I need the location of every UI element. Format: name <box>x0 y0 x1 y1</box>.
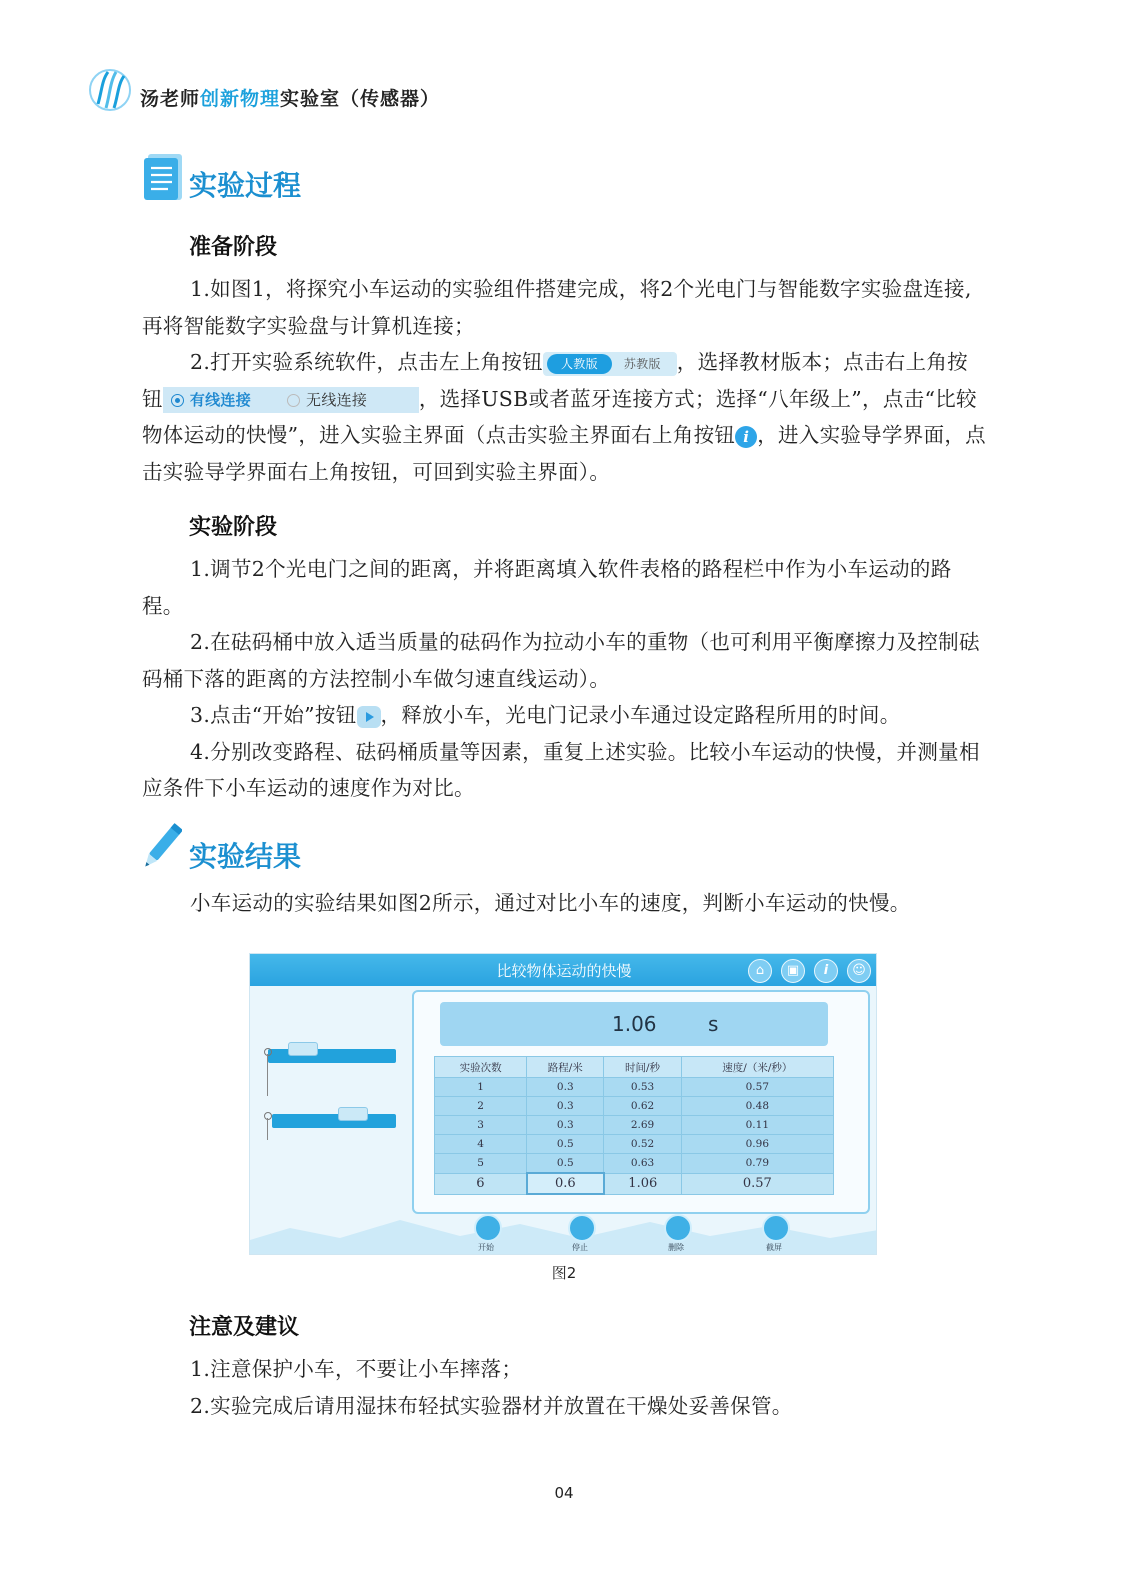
radio-unchecked-icon <box>287 394 300 407</box>
edition-sujiao-button[interactable]: 苏教版 <box>623 356 661 371</box>
col-header-speed: 速度/（米/秒） <box>681 1057 833 1078</box>
exp-step-1: 1.调节2个光电门之间的距离，并将距离填入软件表格的路程栏中作为小车运动的路程。 <box>142 557 952 618</box>
track-lower <box>272 1114 396 1128</box>
exp-step-3-text-b: ，释放小车，光电门记录小车通过设定路程所用的时间。 <box>380 703 901 727</box>
wireless-connection-option[interactable] <box>287 391 367 409</box>
exp-paragraphs <box>142 551 988 807</box>
note-item-1: 1.注意保护小车，不要让小车摔落； <box>190 1357 523 1381</box>
table-cell: 1.06 <box>604 1173 681 1194</box>
delete-button[interactable] <box>664 1214 692 1242</box>
exp-step-3-text-a: 3.点击“开始”按钮 <box>190 703 357 727</box>
heading-notes: 注意及建议 <box>189 1314 300 1340</box>
pencil-icon <box>140 822 182 872</box>
col-header-trial: 实验次数 <box>435 1057 527 1078</box>
exp-step-3 <box>142 697 988 734</box>
table-cell: 0.57 <box>681 1173 833 1194</box>
figure-caption: 图2 <box>551 1264 577 1282</box>
table-row <box>435 1154 834 1174</box>
table-row <box>435 1173 834 1194</box>
time-readout-value: 1.06 <box>612 1012 657 1036</box>
result-paragraph <box>142 885 988 922</box>
table-cell: 0.48 <box>681 1097 833 1116</box>
table-row <box>435 1078 834 1097</box>
stop-button[interactable] <box>568 1214 596 1242</box>
string-lower <box>267 1118 268 1140</box>
table-header-row <box>435 1057 834 1078</box>
camera-icon[interactable]: ▣ <box>781 959 805 983</box>
user-icon[interactable]: ☺ <box>847 959 871 983</box>
software-screenshot <box>249 953 877 1255</box>
table-cell: 0.52 <box>604 1135 681 1154</box>
prep-step-2 <box>142 344 988 490</box>
edition-pep-button[interactable]: 人教版 <box>547 354 612 374</box>
table-row <box>435 1097 834 1116</box>
heading-exp: 实验阶段 <box>189 514 278 540</box>
exp-step-2: 2.在砝码桶中放入适当质量的砝码作为拉动小车的重物（也可利用平衡摩擦力及控制砝码桶下落的距离的方法控制小车做匀速直线运动）。 <box>142 630 980 691</box>
table-cell[interactable]: 0.3 <box>527 1116 604 1135</box>
col-header-distance: 路程/米 <box>527 1057 604 1078</box>
screenshot-button-label: 截屏 <box>766 1243 782 1252</box>
prep-step-2-text-b: ，选择教材版本；点击右上角按钮 <box>142 350 968 411</box>
start-button-label: 开始 <box>478 1243 494 1252</box>
prep-step-2-text-d: ，进入实验导学界面，点击实验导学界面右上角按钮，可回到实验主界面）。 <box>142 423 986 484</box>
data-table <box>434 1056 834 1195</box>
string-upper <box>267 1054 268 1096</box>
table-cell: 0.62 <box>604 1097 681 1116</box>
edition-toggle[interactable] <box>543 352 677 376</box>
table-cell: 0.96 <box>681 1135 833 1154</box>
app-title: 比较物体运动的快慢 <box>496 962 632 980</box>
start-button[interactable] <box>474 1214 502 1242</box>
cart-lower <box>338 1107 368 1121</box>
table-cell: 1 <box>435 1078 527 1097</box>
cart-upper <box>288 1042 318 1056</box>
table-cell: 3 <box>435 1116 527 1135</box>
home-icon[interactable]: ⌂ <box>748 959 772 983</box>
notes-list <box>142 1351 988 1424</box>
pulley-lower <box>264 1112 272 1120</box>
time-readout <box>440 1002 828 1046</box>
data-panel <box>412 990 870 1214</box>
notebook-icon <box>142 152 184 202</box>
exp-step-4: 4.分别改变路程、砝码桶质量等因素，重复上述实验。比较小车运动的快慢，并测量相应条件下小车运动的速度作为对比。 <box>142 739 980 800</box>
brand-suffix: 实验室（传感器） <box>280 88 441 110</box>
table-row <box>435 1135 834 1154</box>
info-icon[interactable]: i <box>814 959 838 983</box>
result-text: 小车运动的实验结果如图2所示，通过对比小车的速度，判断小车运动的快慢。 <box>190 891 911 915</box>
delete-button-label: 删除 <box>668 1243 684 1252</box>
table-cell[interactable]: 0.5 <box>527 1154 604 1174</box>
table-cell: 6 <box>435 1173 527 1194</box>
section-title-process: 实验过程 <box>189 169 302 202</box>
table-cell: 0.79 <box>681 1154 833 1174</box>
prep-step-1: 1.如图1，将探究小车运动的实验组件搭建完成，将2个光电门与智能数字实验盘连接,再将智能数字实验盘与计算机连接； <box>142 277 972 338</box>
heading-prep: 准备阶段 <box>189 234 278 260</box>
table-cell: 2.69 <box>604 1116 681 1135</box>
section-title-result: 实验结果 <box>189 840 302 873</box>
wired-connection-option[interactable]: 有线连接 <box>189 391 252 409</box>
page-number: 04 <box>554 1484 574 1502</box>
connection-toggle[interactable] <box>163 387 419 413</box>
brand-prefix: 汤老师 <box>140 88 201 110</box>
prep-step-2-text-a: 2.打开实验系统软件，点击左上角按钮 <box>190 350 543 374</box>
table-cell[interactable]: 0.3 <box>527 1097 604 1116</box>
col-header-time: 时间/秒 <box>604 1057 681 1078</box>
prep-paragraphs <box>142 271 988 490</box>
prep-step-2-text-c: ，选择USB或者蓝牙连接方式；选择“八年级上”，点击“比较物体运动的快慢”，进入实验主界面（点击实验主界面右上角按钮 <box>142 386 977 447</box>
play-icon[interactable] <box>357 706 381 728</box>
table-cell[interactable]: 0.3 <box>527 1078 604 1097</box>
table-cell: 5 <box>435 1154 527 1174</box>
table-cell: 0.63 <box>604 1154 681 1174</box>
pulley-upper <box>264 1048 272 1056</box>
table-cell: 0.11 <box>681 1116 833 1135</box>
brand-logo-icon <box>88 68 132 112</box>
distance-input-cell[interactable]: 0.6 <box>527 1173 604 1194</box>
brand-title <box>140 84 440 111</box>
screenshot-button[interactable] <box>762 1214 790 1242</box>
table-row <box>435 1116 834 1135</box>
table-cell: 4 <box>435 1135 527 1154</box>
table-cell: 0.57 <box>681 1078 833 1097</box>
note-item-2: 2.实验完成后请用湿抹布轻拭实验器材并放置在干燥处妥善保管。 <box>190 1393 793 1418</box>
wireless-connection-label: 无线连接 <box>306 391 368 409</box>
info-icon[interactable]: i <box>735 426 757 448</box>
stop-button-label: 停止 <box>572 1243 588 1252</box>
table-cell: 2 <box>435 1097 527 1116</box>
radio-checked-icon <box>171 394 184 407</box>
table-cell[interactable]: 0.5 <box>527 1135 604 1154</box>
table-cell: 0.53 <box>604 1078 681 1097</box>
time-readout-unit: s <box>708 1012 719 1036</box>
brand-highlight: 创新物理 <box>200 88 281 110</box>
